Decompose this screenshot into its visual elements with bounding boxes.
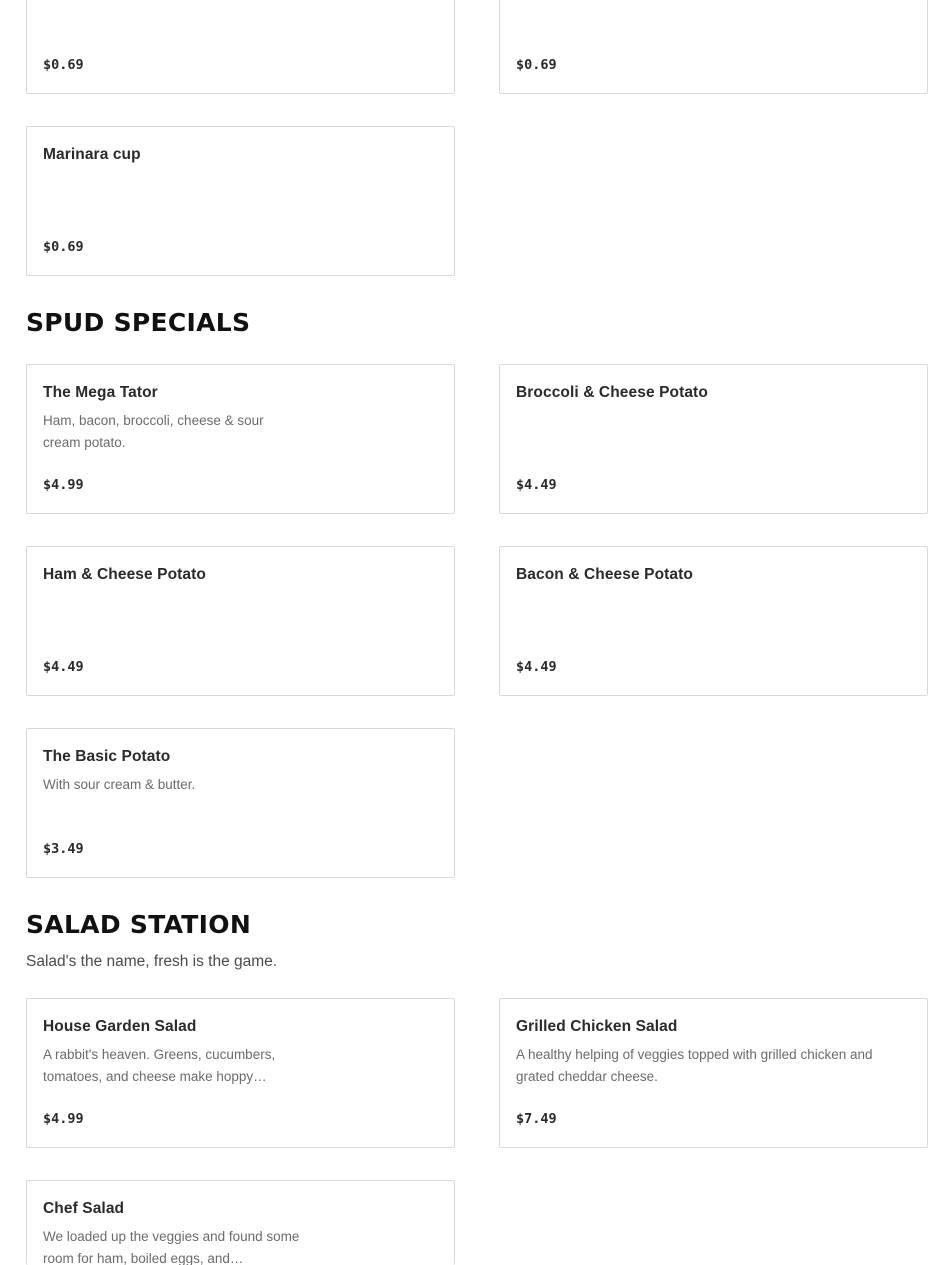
item-price: $4.99: [43, 477, 84, 493]
menu-item-card[interactable]: [26, 126, 455, 276]
item-description: Ham, bacon, broccoli, cheese & sour cream potato.: [43, 413, 264, 450]
section-title-spud-specials: SPUD SPECIALS: [26, 308, 251, 337]
menu-item-card[interactable]: [499, 998, 928, 1148]
item-price: $4.99: [43, 1111, 84, 1127]
section-subtitle: Salad's the name, fresh is the game.: [26, 953, 278, 970]
item-name: Bacon & Cheese Potato: [516, 566, 693, 583]
menu-item-card[interactable]: [499, 364, 928, 514]
item-name: Marinara cup: [43, 146, 141, 163]
menu-item-card[interactable]: [26, 998, 455, 1148]
item-name: House Garden Salad: [43, 1018, 197, 1035]
menu-item-card[interactable]: [499, 546, 928, 696]
menu-item-card[interactable]: [26, 546, 455, 696]
item-price: $0.69: [43, 57, 84, 73]
item-name: Chef Salad: [43, 1200, 125, 1217]
item-name: Ham & Cheese Potato: [43, 566, 206, 583]
item-name: Broccoli & Cheese Potato: [516, 384, 708, 401]
item-price: $3.49: [43, 841, 84, 857]
menu-item-card[interactable]: [499, 0, 928, 94]
item-price: $0.69: [516, 57, 557, 73]
item-price: $4.49: [516, 659, 557, 675]
item-price: $0.69: [43, 239, 84, 255]
item-description: A rabbit's heaven. Greens, cucumbers, tomatoes, and cheese make hoppy…: [43, 1047, 276, 1084]
menu-item-card[interactable]: [26, 364, 455, 514]
item-price: $4.49: [43, 659, 84, 675]
item-description: We loaded up the veggies and found some room for ham, boiled eggs, and…: [43, 1229, 300, 1265]
item-description: With sour cream & butter.: [43, 777, 196, 792]
item-name: The Mega Tator: [43, 384, 158, 401]
item-price: $7.49: [516, 1111, 557, 1127]
item-description: A healthy helping of veggies topped with grilled chicken and grated cheddar cheese.: [516, 1047, 873, 1084]
item-name: Grilled Chicken Salad: [516, 1018, 678, 1035]
menu-item-card[interactable]: [26, 0, 455, 94]
item-price: $4.49: [516, 477, 557, 493]
menu-item-card[interactable]: [26, 728, 455, 878]
menu-item-card[interactable]: [26, 1180, 455, 1265]
item-name: The Basic Potato: [43, 748, 171, 765]
section-title-salad-station: SALAD STATION: [26, 910, 252, 939]
